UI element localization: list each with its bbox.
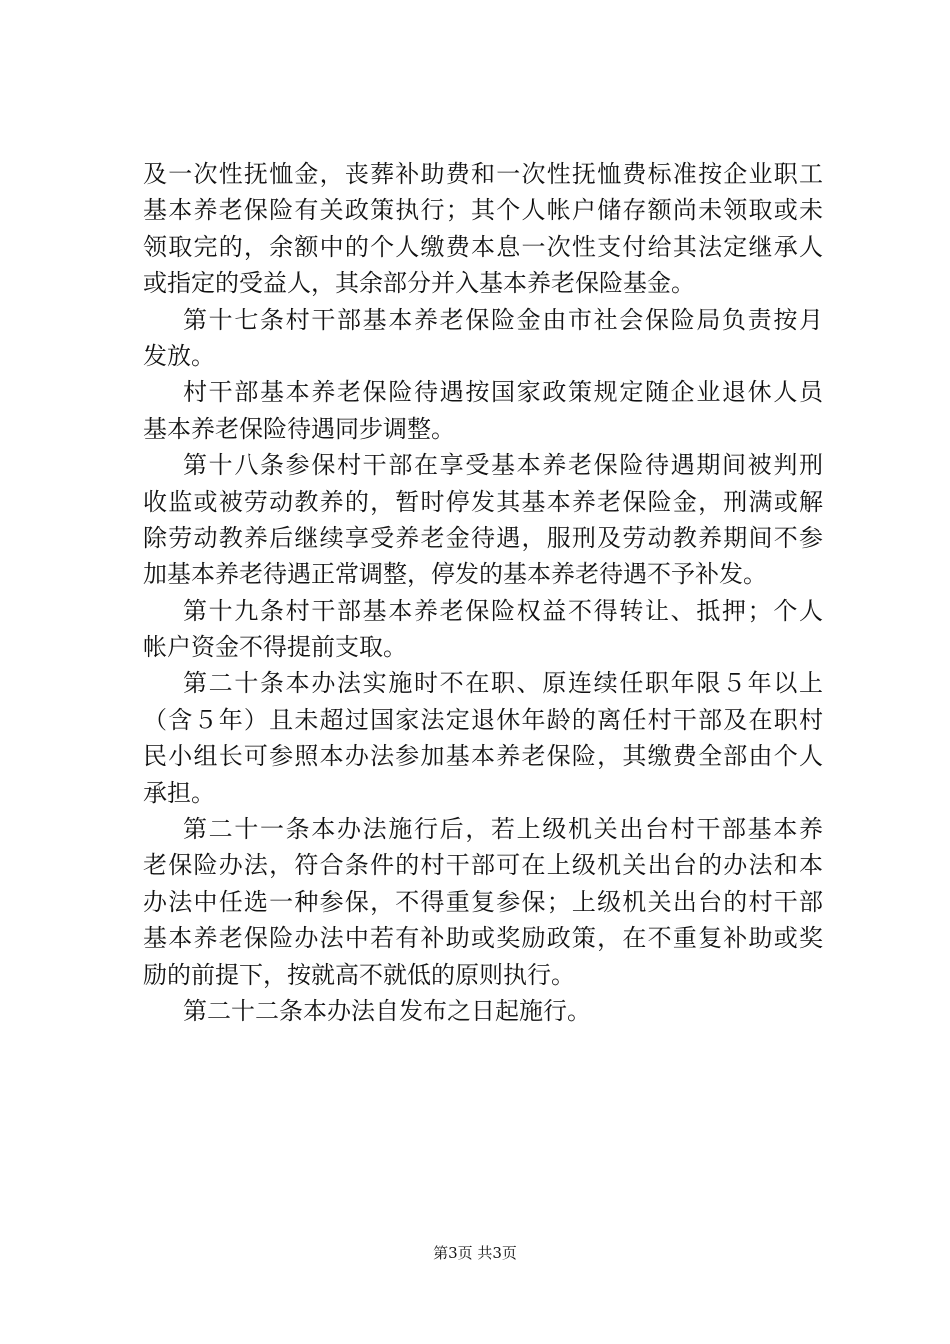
text-line: 励的前提下，按就高不就低的原则执行。: [143, 960, 575, 989]
article-22-line: 第二十二条本办法自发布之日起施行。: [183, 996, 591, 1025]
text-line: （含５年）且未超过国家法定退休年龄的离任村干部及在职村: [143, 705, 823, 734]
text-line: 加基本养老待遇正常调整，停发的基本养老待遇不予补发。: [143, 560, 767, 589]
text-line: 民小组长可参照本办法参加基本养老保险，其缴费全部由个人: [143, 742, 823, 771]
text-line: 基本养老保险办法中若有补助或奖励政策，在不重复补助或奖: [143, 924, 823, 953]
text-line: 基本养老保险有关政策执行；其个人帐户储存额尚未领取或未: [143, 196, 823, 225]
text-line: 帐户资金不得提前支取。: [143, 633, 407, 662]
page-number: 第3页 共3页: [433, 1244, 517, 1262]
text-line: 老保险办法，符合条件的村干部可在上级机关出台的办法和本: [143, 851, 823, 880]
article-21-line: 第二十一条本办法施行后，若上级机关出台村干部基本养: [183, 815, 823, 844]
text-line: 办法中任选一种参保，不得重复参保；上级机关出台的村干部: [143, 887, 823, 916]
document-body: [143, 156, 823, 1029]
text-line: 承担。: [143, 778, 215, 807]
text-line: 发放。: [143, 341, 215, 370]
article-18-line: 第十八条参保村干部在享受基本养老保险待遇期间被判刑: [183, 451, 823, 480]
text-line: 基本养老保险待遇同步调整。: [143, 414, 455, 443]
text-line: 或指定的受益人，其余部分并入基本养老保险基金。: [143, 269, 695, 298]
text-line: 除劳动教养后继续享受养老金待遇，服刑及劳动教养期间不参: [143, 523, 823, 552]
article-20-line: 第二十条本办法实施时不在职、原连续任职年限５年以上: [183, 669, 823, 698]
paragraph-line: 村干部基本养老保险待遇按国家政策规定随企业退休人员: [183, 378, 823, 407]
text-line: 收监或被劳动教养的，暂时停发其基本养老保险金，刑满或解: [143, 487, 823, 516]
article-19-line: 第十九条村干部基本养老保险权益不得转让、抵押；个人: [183, 596, 823, 625]
text-line: 领取完的，余额中的个人缴费本息一次性支付给其法定继承人: [143, 232, 823, 261]
article-17-line: 第十七条村干部基本养老保险金由市社会保险局负责按月: [183, 305, 823, 334]
text-line: 及一次性抚恤金，丧葬补助费和一次性抚恤费标准按企业职工: [143, 160, 823, 188]
